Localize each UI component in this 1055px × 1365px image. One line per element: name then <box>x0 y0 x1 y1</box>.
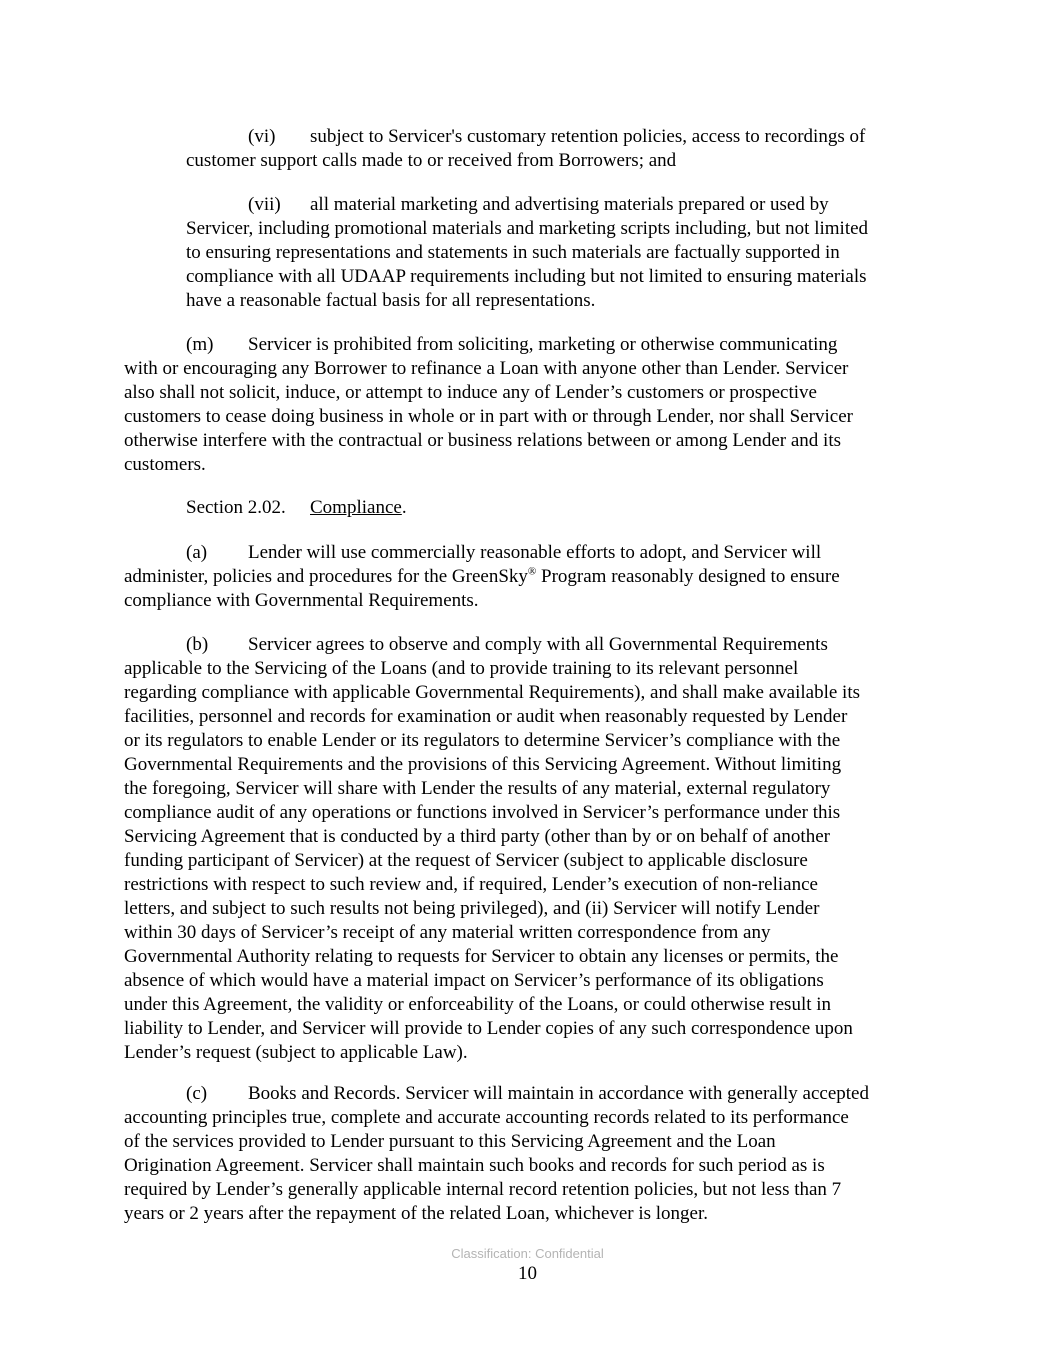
item-vii-line: have a reasonable factual basis for all representations. <box>186 290 596 311</box>
paragraph-b-line: Governmental Requirements and the provisions of this Servicing Agreement. Without limiting <box>124 754 842 775</box>
item-vii-line: compliance with all UDAAP requirements including but not limited to ensuring materials <box>186 266 867 287</box>
paragraph-m-line: otherwise interfere with the contractual or business relations between or among Lender and its <box>124 430 842 451</box>
paragraph-m <box>124 333 853 477</box>
section-number: Section 2.02. <box>186 497 286 518</box>
paragraph-c-line: Origination Agreement. Servicer shall maintain such books and records for such period as is <box>124 1155 825 1176</box>
paragraph-b-line: compliance audit of any operations or functions involved in Servicer’s performance under this <box>124 802 841 823</box>
item-vii-line: all material marketing and advertising materials prepared or used by <box>310 194 829 215</box>
paragraph-a-line: Lender will use commercially reasonable efforts to adopt, and Servicer will <box>248 542 822 563</box>
paragraph-a-line: administer, policies and procedures for the GreenSky <box>124 566 528 587</box>
paragraph-b-line: funding participant of Servicer) at the request of Servicer (subject to applicable disclosure <box>124 850 808 871</box>
paragraph-c-line: years or 2 years after the repayment of the related Loan, whichever is longer. <box>124 1203 708 1224</box>
paragraph-a-line: Program reasonably designed to ensure <box>536 566 840 587</box>
classification-label: Classification: Confidential <box>451 1246 604 1261</box>
item-vi-number: (vi) <box>248 126 276 147</box>
section-title-period: . <box>401 497 407 518</box>
registered-mark: ® <box>527 565 537 578</box>
paragraph-b-line: or its regulators to enable Lender or its regulators to determine Servicer’s compliance with the <box>124 730 841 751</box>
paragraph-m-line: customers to cease doing business in whole or in part with or through Lender, nor shall Servicer <box>124 406 853 427</box>
paragraph-a-line: compliance with Governmental Requirements. <box>124 590 479 611</box>
paragraph-c-line: required by Lender’s generally applicable internal record retention policies, but not less than 7 <box>124 1179 842 1200</box>
item-vii-line: Servicer, including promotional materials and marketing scripts including, but not limited <box>186 218 869 239</box>
page-number: 10 <box>518 1263 537 1284</box>
paragraph-m-line: Servicer is prohibited from soliciting, marketing or otherwise communicating <box>248 334 838 355</box>
item-vii-number: (vii) <box>248 194 281 215</box>
paragraph-b-line: under this Agreement, the validity or enforceability of the Loans, or could otherwise result in <box>124 994 832 1015</box>
paragraph-b-line: facilities, personnel and records for examination or audit when reasonably requested by Lender <box>124 706 848 727</box>
section-heading <box>186 496 407 520</box>
paragraph-b-line: within 30 days of Servicer’s receipt of any material written correspondence from any <box>124 922 771 943</box>
paragraph-m-line: also shall not solicit, induce, or attempt to induce any of Lender’s customers or prospective <box>124 382 817 403</box>
paragraph-m-line: with or encouraging any Borrower to refinance a Loan with anyone other than Lender. Servicer <box>124 358 849 379</box>
item-vi-line: subject to Servicer's customary retention policies, access to recordings of <box>310 126 866 147</box>
paragraph-a <box>124 541 840 613</box>
paragraph-b-line: regarding compliance with applicable Governmental Requirements), and shall make available its <box>124 682 860 703</box>
paragraph-b-line: applicable to the Servicing of the Loans (and to provide training to its relevant personnel <box>124 658 799 679</box>
section-title: Compliance <box>310 497 402 518</box>
item-vii-line: to ensuring representations and statements in such materials are factually supported in <box>186 242 840 263</box>
paragraph-c <box>124 1082 869 1226</box>
paragraph-b-label: (b) <box>186 634 209 655</box>
paragraph-c-label: (c) <box>186 1083 208 1104</box>
paragraph-b-line: Servicing Agreement that is conducted by a third party (other than by or on behalf of another <box>124 826 830 847</box>
paragraph-m-line: customers. <box>124 454 206 475</box>
paragraph-b-line: Lender’s request (subject to applicable Law). <box>124 1042 468 1063</box>
paragraph-a-label: (a) <box>186 542 208 563</box>
paragraph-b-line: restrictions with respect to such review and, if required, Lender’s execution of non-reliance <box>124 874 818 895</box>
item-vi <box>186 125 865 173</box>
paragraph-m-label: (m) <box>186 334 214 355</box>
paragraph-b-line: letters, and subject to such results not being privileged), and (ii) Servicer will notify Lender <box>124 898 820 919</box>
item-vi-line: customer support calls made to or received from Borrowers; and <box>186 150 677 171</box>
paragraph-c-line: Books and Records. Servicer will maintain in accordance with generally accepted <box>248 1083 869 1104</box>
paragraph-c-line: of the services provided to Lender pursuant to this Servicing Agreement and the Loan <box>124 1131 776 1152</box>
paragraph-b-line: liability to Lender, and Servicer will provide to Lender copies of any such correspondence upon <box>124 1018 853 1039</box>
paragraph-c-line: accounting principles true, complete and accurate accounting records related to its performance <box>124 1107 849 1128</box>
paragraph-b-line: the foregoing, Servicer will share with Lender the results of any material, external regulatory <box>124 778 831 799</box>
paragraph-b <box>124 633 860 1065</box>
paragraph-b-line: absence of which would have a material impact on Servicer’s performance of its obligations <box>124 970 824 991</box>
paragraph-b-line: Servicer agrees to observe and comply with all Governmental Requirements <box>248 634 828 655</box>
paragraph-b-line: Governmental Authority relating to requests for Servicer to obtain any licenses or permits, the <box>124 946 839 967</box>
item-vii <box>186 193 868 313</box>
